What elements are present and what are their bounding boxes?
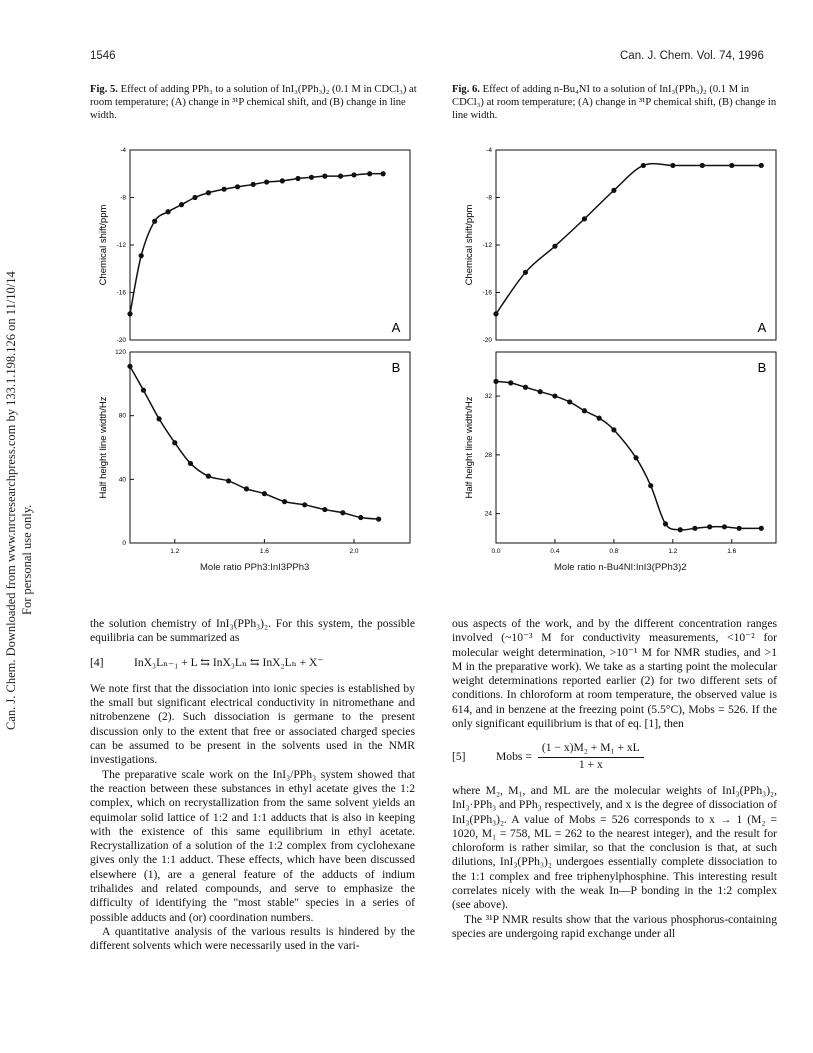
data-point	[280, 178, 285, 183]
right-paragraph-3: The ³¹P NMR results show that the various phosphorus-containing species are undergoing rapid exchange under all	[452, 912, 777, 940]
left-column	[90, 617, 415, 954]
x-tick-label: 0.4	[550, 548, 560, 555]
y-axis-label: Half height line width/Hz	[98, 396, 109, 499]
data-point	[244, 486, 249, 491]
data-point	[157, 416, 162, 421]
y-tick-label: -4	[120, 147, 126, 154]
fig6-caption-text: Effect of adding n-Bu₄NI to a solution of InI₃(PPh₃)₂ (0.1 M in CDCl₃) at room temperature; (A) change in ³¹P chemical shift, (B) change in line width.	[452, 84, 777, 121]
data-point	[188, 461, 193, 466]
left-paragraph-2: We note first that the dissociation into ionic species is established by the small but significant electrical conductivity in nitromethane and nitrobenzene (2). Such dissociation is germane to the present discussion only to the extent that free or associated charged species can be assumed to be present in the solvents used in the NMR investigations.	[90, 681, 415, 767]
data-point	[707, 524, 712, 529]
x-tick-label: 0.0	[491, 548, 501, 555]
fig5-xlabel: Mole ratio PPh3:InI3PPh3	[200, 562, 310, 573]
y-tick-label: -4	[486, 147, 492, 154]
y-tick-label: -20	[482, 337, 492, 344]
data-point	[221, 187, 226, 192]
y-axis-label: Chemical shift/ppm	[98, 204, 109, 286]
data-point	[282, 499, 287, 504]
y-tick-label: 80	[118, 412, 126, 420]
data-point	[493, 379, 498, 384]
y-tick-label: -20	[116, 337, 126, 344]
y-tick-label: -16	[116, 289, 126, 297]
data-point	[493, 311, 498, 316]
data-point	[678, 527, 683, 532]
data-point	[381, 171, 386, 176]
plot-frame	[130, 352, 410, 543]
fig6-xlabel: Mole ratio n-Bu4NI:InI3(PPh3)2	[554, 562, 687, 573]
equation-5-fraction	[538, 741, 644, 772]
panel-fig5A	[98, 147, 410, 344]
data-point	[172, 440, 177, 445]
data-point	[338, 174, 343, 179]
left-paragraph-1: the solution chemistry of InI₃(PPh₃)₂. For this system, the possible equilibria can be summarized as	[90, 617, 415, 645]
equation-4	[90, 656, 415, 670]
data-point	[141, 388, 146, 393]
data-point	[351, 172, 356, 177]
data-point	[127, 364, 132, 369]
data-point	[179, 202, 184, 207]
data-point	[206, 474, 211, 479]
data-point	[633, 455, 638, 460]
equation-5-numerator: (1 − x)M₂ + M₁ + xL	[538, 741, 644, 757]
y-tick-label: 40	[118, 476, 126, 484]
data-point	[322, 507, 327, 512]
data-point	[523, 270, 528, 275]
journal-header: Can. J. Chem. Vol. 74, 1996	[620, 50, 764, 62]
equation-5-number: [5]	[452, 749, 466, 763]
panel-label-A: A	[391, 320, 401, 335]
data-point	[567, 399, 572, 404]
data-point	[358, 515, 363, 520]
data-point	[295, 176, 300, 181]
right-paragraph-1: ous aspects of the work, and by the different concentration ranges involved (~10⁻³ M for conductivity measurements, <10⁻² for molecular weight determination, >10⁻¹ M for NMR studies, and >1 M in the preparative work). We take as a starting point the molecular weight determinations reported earlier (2) for two different sets of conditions. In chloroform at room temperature, the observed value is 614, and in benzene at the freezing point (5.5°C), Mobs = 526. If the only significant equilibrium is that of eq. [1], then	[452, 617, 777, 731]
left-paragraph-3: The preparative scale work on the InI₃/PPh₃ system showed that the reaction between these substances in ethyl acetate gives the 1:2 complex, which on recrystallization from the same solvent yields an equimolar solid lattice of 1:2 and 1:1 adducts that is also in keeping with the existence of this same equilibrium in ethyl acetate. Recrystallization of a solution of the 1:2 complex from cyclohexane gives only the 1:1 adduct. These effects, which have been discussed elsewhere (1), are a general feature of the adducts of indium trihalides and related compounds, and serve to emphasize the difficulty of identifying the "most stable" species in a series of possible adducts and (or) coordination numbers.	[90, 767, 415, 924]
data-point	[206, 190, 211, 195]
data-point	[663, 521, 668, 526]
data-point	[139, 253, 144, 258]
data-point	[152, 219, 157, 224]
fit-curve	[496, 164, 761, 314]
fit-curve	[496, 381, 761, 530]
plot-frame	[130, 150, 410, 340]
side-watermark	[2, 271, 62, 900]
y-axis-label: Half height line width/Hz	[464, 396, 475, 499]
x-tick-label: 1.6	[259, 548, 269, 555]
data-point	[538, 389, 543, 394]
data-point	[582, 216, 587, 221]
x-tick-label: 1.2	[170, 548, 180, 555]
equation-5-denominator: 1 + x	[578, 757, 603, 771]
equation-4-body: InX₃Lₙ₋₁ + L ⇆ InX₃Lₙ ⇆ InX₂Lₙ + X⁻	[134, 655, 324, 669]
fit-curve	[130, 366, 379, 519]
fig5-caption-label: Fig. 5.	[90, 84, 118, 95]
data-point	[552, 393, 557, 398]
right-column	[452, 617, 777, 941]
left-paragraph-4: A quantitative analysis of the various results is hindered by the different solvents which were necessarily used in the vari-	[90, 924, 415, 953]
fig6-caption	[452, 83, 782, 122]
y-tick-label: -16	[482, 289, 492, 297]
panel-fig6B	[464, 352, 776, 555]
y-tick-label: 0	[122, 540, 126, 547]
y-tick-label: 32	[484, 393, 492, 401]
y-tick-label: -12	[482, 242, 492, 249]
data-point	[582, 408, 587, 413]
data-point	[235, 184, 240, 189]
data-point	[722, 524, 727, 529]
fit-curve	[130, 174, 383, 314]
page-number: 1546	[90, 50, 116, 62]
data-point	[648, 483, 653, 488]
y-tick-label: -8	[486, 194, 492, 202]
equation-5-lhs: Mobs =	[496, 749, 532, 763]
fig6	[446, 140, 786, 575]
data-point	[376, 517, 381, 522]
download-notice: Can. J. Chem. Downloaded from www.nrcresearchpress.com by 133.1.198.126 on 11/10/14	[4, 271, 18, 730]
data-point	[309, 175, 314, 180]
data-point	[264, 179, 269, 184]
data-point	[127, 311, 132, 316]
panel-label-B: B	[757, 360, 767, 375]
right-paragraph-2: where M₂, M₁, and ML are the molecular weights of InI₃(PPh₃)₂, InI₃·PPh₃ and PPh₃ respectively, and x is the degree of dissociation of InI₃(PPh₃)₂. A value of Mobs = 526 corresponds to x → 1 (M₂ = 1020, M₁ = 758, ML = 262 to the nearest integer), and the result for chloroform is rather similar, so that the conclusion is that, at such dilutions, InI₃(PPh₃)₂ undergoes essentially complete dissociation to the 1:1 complex and free triphenylphosphine. This interesting result correlates nicely with the weak In—P bonding in the 1:2 complex (see above).	[452, 783, 777, 912]
data-point	[552, 244, 557, 249]
data-point	[251, 182, 256, 187]
data-point	[367, 171, 372, 176]
y-tick-label: -8	[120, 194, 126, 202]
plot-frame	[496, 150, 776, 340]
fig5-caption-text: Effect of adding PPh₃ to a solution of InI₃(PPh₃)₂ (0.1 M in CDCl₃) at room temperature; (A) change in ³¹P chemical shift, and (B) change in line width.	[90, 84, 417, 121]
data-point	[611, 427, 616, 432]
data-point	[226, 478, 231, 483]
equation-5	[452, 741, 777, 772]
data-point	[737, 526, 742, 531]
x-tick-label: 2.0	[349, 548, 359, 555]
panel-fig6A	[464, 147, 776, 344]
data-point	[692, 526, 697, 531]
data-point	[340, 510, 345, 515]
data-point	[302, 502, 307, 507]
data-point	[508, 380, 513, 385]
data-point	[670, 163, 675, 168]
fig5-caption	[90, 83, 420, 122]
data-point	[523, 385, 528, 390]
y-tick-label: 24	[484, 510, 492, 518]
panel-label-A: A	[757, 320, 767, 335]
data-point	[729, 163, 734, 168]
data-point	[165, 209, 170, 214]
panel-fig5B	[98, 349, 410, 555]
y-tick-label: -12	[116, 242, 126, 249]
personal-use-notice: For personal use only.	[20, 504, 34, 615]
panel-label-B: B	[391, 360, 401, 375]
x-tick-label: 1.2	[668, 548, 678, 555]
y-tick-label: 28	[484, 451, 492, 459]
data-point	[611, 188, 616, 193]
fig6-caption-label: Fig. 6.	[452, 84, 480, 95]
data-point	[641, 163, 646, 168]
fig6-chart	[446, 140, 786, 570]
data-point	[759, 526, 764, 531]
data-point	[597, 416, 602, 421]
data-point	[322, 174, 327, 179]
x-tick-label: 0.8	[609, 548, 619, 555]
y-tick-label: 120	[115, 349, 126, 356]
y-axis-label: Chemical shift/ppm	[464, 204, 475, 286]
data-point	[192, 195, 197, 200]
plot-frame	[496, 352, 776, 543]
equation-4-number: [4]	[90, 655, 104, 669]
fig5-chart	[80, 140, 420, 570]
fig5	[80, 140, 420, 575]
x-tick-label: 1.6	[727, 548, 737, 555]
data-point	[700, 163, 705, 168]
data-point	[759, 163, 764, 168]
data-point	[262, 491, 267, 496]
